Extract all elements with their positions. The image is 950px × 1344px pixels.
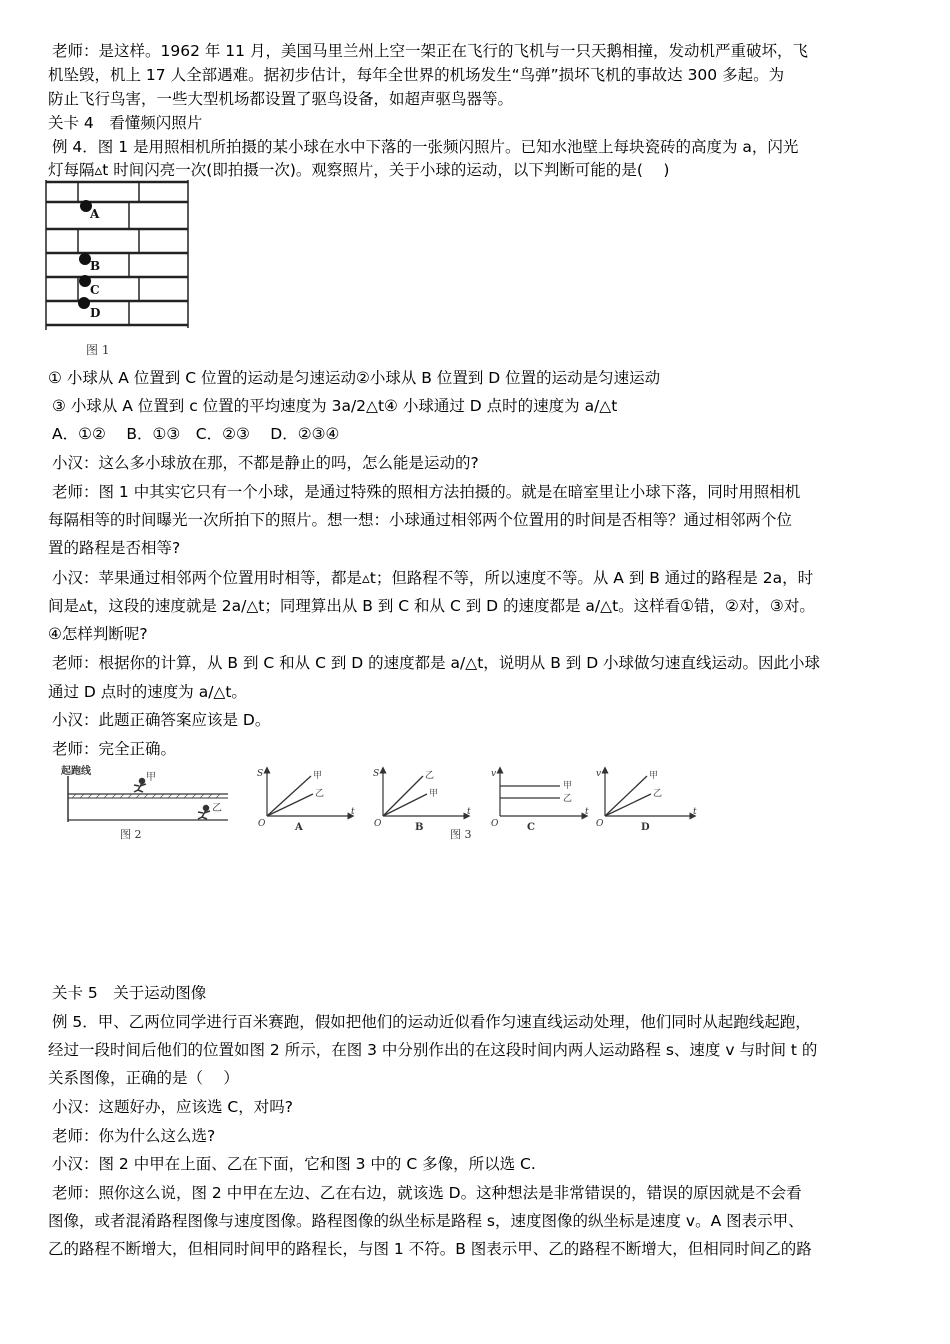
graph-a-ylabel: S — [257, 769, 264, 779]
option-line: ③ 小球从 A 位置到 c 位置的平均速度为 3a/2△t④ 小球通过 D 点时的速度为 a/△t — [52, 397, 618, 415]
graph-b-ylabel: S — [373, 769, 380, 779]
graph-c-origin: O — [491, 819, 499, 829]
section-title-5: 关卡 5 关于运动图像 — [52, 984, 207, 1002]
figure-2-caption: 图 2 — [120, 828, 142, 841]
dialogue-line: 图像，或者混淆路程图像与速度图像。路程图像的纵坐标是路程 s，速度图像的纵坐标是速度 v。A 图表示甲、 — [48, 1212, 804, 1230]
figure-1-brick-wall — [44, 180, 204, 360]
runner-jia — [134, 779, 146, 793]
graph-a — [257, 769, 355, 833]
dialogue-line: 老师：你为什么这么选? — [52, 1127, 216, 1145]
graph-a-top: 甲 — [313, 771, 323, 781]
dialogue-line: 老师：完全正确。 — [52, 740, 177, 758]
graph-b-letter: B — [415, 822, 424, 833]
option-line: ① 小球从 A 位置到 C 位置的运动是匀速运动②小球从 B 位置到 D 位置的运动是匀速运动 — [48, 369, 661, 387]
graph-a-origin: O — [258, 819, 266, 829]
graph-b-xlabel: t — [467, 807, 471, 817]
figure-3-caption: 图 3 — [450, 828, 472, 841]
graph-d-xlabel: t — [693, 807, 697, 817]
figure-3-graphs — [255, 764, 705, 844]
graph-b-bottom: 甲 — [429, 789, 439, 799]
graph-b — [373, 769, 471, 833]
graph-d-origin: O — [596, 819, 604, 829]
graph-c-top: 甲 — [563, 781, 573, 791]
figure-1-caption: 图 1 — [86, 343, 110, 357]
dialogue-line: ④怎样判断呢? — [48, 625, 148, 643]
example-4-line: 例 4．图 1 是用照相机所拍摄的某小球在水中下落的一张频闪照片。已知水池壁上每块瓷砖的高度为 a，闪光 — [52, 138, 799, 156]
graph-d — [596, 769, 697, 833]
section-title-4: 关卡 4 看懂频闪照片 — [48, 114, 203, 132]
text-line: 老师：是这样。1962 年 11 月，美国马里兰州上空一架正在飞行的飞机与一只天鹅相撞，发动机严重破坏，飞 — [52, 42, 808, 60]
label-yi: 乙 — [212, 803, 222, 814]
figure-2-race-track — [60, 764, 235, 842]
graph-d-ylabel: v — [596, 769, 602, 779]
graph-d-top: 甲 — [649, 771, 659, 781]
answer-choices: A．①② B．①③ C．②③ D．②③④ — [52, 425, 340, 443]
graph-c-bottom: 乙 — [563, 794, 573, 804]
graph-c — [491, 769, 589, 833]
graph-a-letter: A — [295, 822, 303, 833]
dialogue-line: 老师：照你这么说，图 2 中甲在左边、乙在右边，就该选 D。这种想法是非常错误的，错误的原因就是不会看 — [52, 1184, 802, 1202]
graph-d-bottom: 乙 — [653, 789, 663, 799]
graph-c-xlabel: t — [585, 807, 589, 817]
example-4-line: 灯每隔▵t 时间闪亮一次(即拍摄一次)。观察照片，关于小球的运动，以下判断可能的是( ) — [48, 161, 670, 179]
example-5-line: 关系图像，正确的是（ ） — [48, 1069, 239, 1087]
text-line: 机坠毁，机上 17 人全部遇难。据初步估计，每年全世界的机场发生“鸟弹”损坏飞机的事故达 300 多起。为 — [48, 66, 785, 84]
dialogue-line: 小汉：图 2 中甲在上面、乙在下面，它和图 3 中的 C 多像，所以选 C. — [52, 1155, 536, 1173]
graph-b-top: 乙 — [425, 771, 435, 781]
graph-c-ylabel: v — [491, 769, 497, 779]
dialogue-line: 小汉：此题正确答案应该是 D。 — [52, 711, 271, 729]
dialogue-line: 通过 D 点时的速度为 a/△t。 — [48, 683, 247, 701]
graph-a-bottom: 乙 — [315, 789, 325, 799]
graph-d-letter: D — [641, 822, 650, 833]
graph-b-origin: O — [374, 819, 382, 829]
example-5-line: 经过一段时间后他们的位置如图 2 所示，在图 3 中分别作出的在这段时间内两人运动路程 s、速度 v 与时间 t 的 — [48, 1041, 818, 1059]
dialogue-line: 小汉：苹果通过相邻两个位置用时相等，都是▵t；但路程不等，所以速度不等。从 A 到 B 通过的路程是 2a，时 — [52, 569, 814, 587]
dialogue-line: 小汉：这题好办，应该选 C，对吗? — [52, 1098, 293, 1116]
label-d: D — [90, 306, 101, 320]
ball-d — [78, 297, 90, 309]
dialogue-line: 乙的路程不断增大，但相同时间甲的路程长，与图 1 不符。B 图表示甲、乙的路程不断增大，但相同时间乙的路 — [48, 1240, 812, 1258]
start-line-label: 起跑线 — [61, 766, 91, 777]
text-line: 防止飞行鸟害，一些大型机场都设置了驱鸟设备，如超声驱鸟器等。 — [48, 90, 514, 108]
dialogue-line: 老师：根据你的计算，从 B 到 C 和从 C 到 D 的速度都是 a/△t，说明从 B 到 D 小球做匀速直线运动。因此小球 — [52, 654, 821, 672]
dialogue-line: 老师：图 1 中其实它只有一个小球，是通过特殊的照相方法拍摄的。就是在暗室里让小球下落，同时用照相机 — [52, 483, 801, 501]
label-b: B — [90, 259, 101, 273]
dialogue-line: 间是▵t，这段的速度就是 2a/△t；同理算出从 B 到 C 和从 C 到 D 的速度都是 a/△t。这样看①错，②对，③对。 — [48, 597, 815, 615]
graph-a-xlabel: t — [351, 807, 355, 817]
dialogue-line: 每隔相等的时间曝光一次所拍下的照片。想一想：小球通过相邻两个位置用的时间是否相等？通过相邻两个位 — [48, 511, 793, 529]
dialogue-line: 置的路程是否相等? — [48, 539, 181, 557]
label-c: C — [90, 283, 100, 297]
runner-yi — [198, 806, 210, 820]
label-jia: 甲 — [146, 772, 156, 783]
example-5-line: 例 5．甲、乙两位同学进行百米赛跑，假如把他们的运动近似看作匀速直线运动处理，他们同时从起跑线起跑， — [52, 1013, 811, 1031]
dialogue-line: 小汉：这么多小球放在那，不都是静止的吗，怎么能是运动的? — [52, 454, 479, 472]
label-a: A — [90, 207, 100, 221]
graph-c-letter: C — [527, 822, 535, 833]
